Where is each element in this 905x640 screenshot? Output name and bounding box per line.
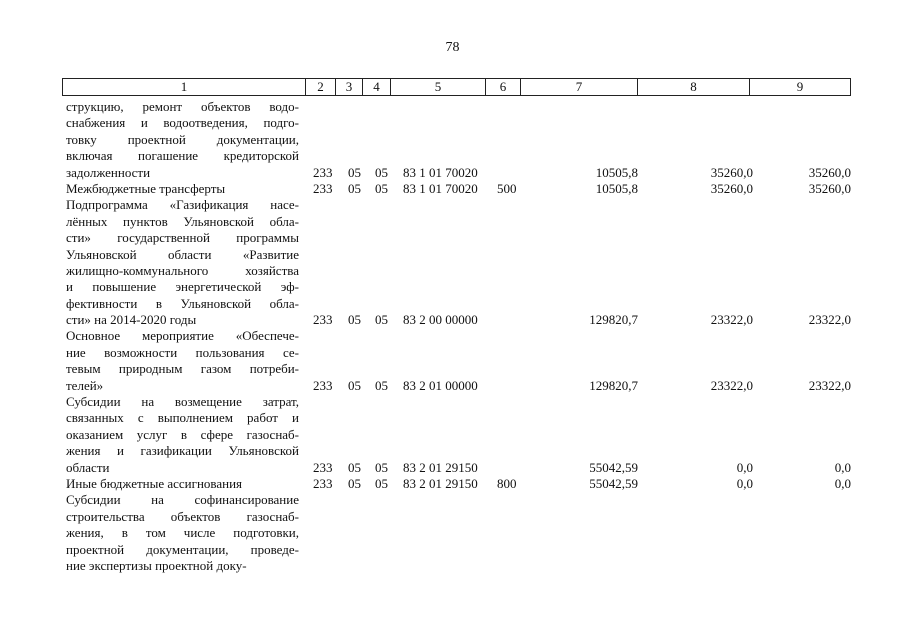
description-line: Подпрограмма «Газификация насе- — [66, 197, 299, 213]
row-values — [0, 165, 905, 181]
cell-c2: 233 — [313, 377, 333, 393]
row-description — [66, 197, 299, 328]
table-row — [0, 181, 905, 197]
cell-c4: 05 — [375, 459, 388, 475]
cell-c6: 500 — [497, 180, 517, 196]
cell-c9: 0,0 — [834, 475, 851, 491]
cell-c9: 35260,0 — [808, 180, 851, 196]
description-line: строительства объектов газоснаб- — [66, 508, 299, 524]
description-line: области — [66, 459, 110, 475]
cell-c8: 23322,0 — [710, 377, 753, 393]
page-number: 78 — [445, 40, 460, 55]
description-line: связанных с выполнением работ и — [66, 410, 299, 426]
row-values — [0, 476, 905, 492]
cell-c9: 0,0 — [834, 459, 851, 475]
cell-c7: 129820,7 — [589, 312, 638, 328]
header-col-6: 6 — [486, 79, 521, 95]
cell-c3: 05 — [348, 180, 361, 196]
cell-c6: 800 — [497, 475, 517, 491]
description-line: фективности в Ульяновской обла- — [66, 295, 299, 311]
header-col-4: 4 — [363, 79, 391, 95]
row-values — [0, 312, 905, 328]
cell-c3: 05 — [348, 312, 361, 328]
description-line: сти» на 2014-2020 годы — [66, 312, 197, 328]
description-line: и повышение энергетической эф- — [66, 279, 299, 295]
table-row — [0, 197, 905, 328]
cell-c8: 35260,0 — [710, 180, 753, 196]
description-line: включая погашение кредиторской — [66, 148, 299, 164]
row-values — [0, 558, 905, 574]
description-line: снабжения и водоотведения, подго- — [66, 115, 299, 131]
cell-c4: 05 — [375, 475, 388, 491]
cell-c7: 55042,59 — [589, 475, 638, 491]
cell-c7: 129820,7 — [589, 377, 638, 393]
description-line: Ульяновской области «Развитие — [66, 246, 299, 262]
description-line: Межбюджетные трансферты — [66, 180, 226, 196]
cell-c7: 55042,59 — [589, 459, 638, 475]
description-line: сти» государственной программы — [66, 230, 299, 246]
description-line: товку проектной документации, — [66, 131, 299, 147]
description-line: жения и газификации Ульяновской — [66, 443, 299, 459]
cell-c5: 83 2 01 00000 — [403, 377, 478, 393]
cell-c5: 83 1 01 70020 — [403, 164, 478, 180]
header-col-2: 2 — [306, 79, 336, 95]
cell-c5: 83 2 01 29150 — [403, 475, 478, 491]
cell-c9: 23322,0 — [808, 312, 851, 328]
table-row — [0, 328, 905, 394]
description-line: лённых пунктов Ульяновской обла- — [66, 213, 299, 229]
row-values — [0, 181, 905, 197]
cell-c5: 83 1 01 70020 — [403, 180, 478, 196]
cell-c8: 23322,0 — [710, 312, 753, 328]
cell-c3: 05 — [348, 459, 361, 475]
description-line: телей» — [66, 377, 104, 393]
description-line: Основное мероприятие «Обеспече- — [66, 328, 299, 344]
table-row — [0, 99, 905, 181]
description-line: ние экспертизы проектной доку- — [66, 557, 247, 573]
cell-c2: 233 — [313, 459, 333, 475]
cell-c4: 05 — [375, 312, 388, 328]
header-col-7: 7 — [521, 79, 638, 95]
cell-c3: 05 — [348, 377, 361, 393]
header-col-3: 3 — [336, 79, 363, 95]
cell-c2: 233 — [313, 475, 333, 491]
header-col-8: 8 — [638, 79, 750, 95]
table-row — [0, 492, 905, 574]
table-row — [0, 476, 905, 492]
cell-c5: 83 2 00 00000 — [403, 312, 478, 328]
cell-c4: 05 — [375, 180, 388, 196]
cell-c5: 83 2 01 29150 — [403, 459, 478, 475]
cell-c3: 05 — [348, 164, 361, 180]
cell-c7: 10505,8 — [595, 180, 638, 196]
description-line: Иные бюджетные ассигнования — [66, 475, 243, 491]
description-line: струкцию, ремонт объектов водо- — [66, 99, 299, 114]
cell-c9: 23322,0 — [808, 377, 851, 393]
cell-c2: 233 — [313, 312, 333, 328]
description-line: жилищно-коммунального хозяйства — [66, 262, 299, 278]
table-header — [62, 78, 851, 96]
description-line: Субсидии на возмещение затрат, — [66, 394, 299, 410]
row-values — [0, 378, 905, 394]
cell-c4: 05 — [375, 164, 388, 180]
cell-c7: 10505,8 — [595, 164, 638, 180]
cell-c2: 233 — [313, 180, 333, 196]
cell-c8: 0,0 — [736, 475, 753, 491]
description-line: тевым природным газом потреби- — [66, 361, 299, 377]
description-line: оказанием услуг в сфере газоснаб- — [66, 426, 299, 442]
cell-c8: 35260,0 — [710, 164, 753, 180]
cell-c8: 0,0 — [736, 459, 753, 475]
description-line: ние возможности пользования се- — [66, 344, 299, 360]
cell-c4: 05 — [375, 377, 388, 393]
cell-c3: 05 — [348, 475, 361, 491]
cell-c9: 35260,0 — [808, 164, 851, 180]
description-line: проектной документации, проведе- — [66, 541, 299, 557]
description-line: жения, в том числе подготовки, — [66, 525, 299, 541]
row-values — [0, 460, 905, 476]
table-body — [0, 99, 905, 574]
description-line: задолженности — [66, 164, 151, 180]
header-col-1: 1 — [63, 79, 306, 95]
header-col-9: 9 — [796, 79, 804, 94]
table-row — [0, 394, 905, 476]
cell-c2: 233 — [313, 164, 333, 180]
header-col-5: 5 — [391, 79, 486, 95]
description-line: Субсидии на софинансирование — [66, 492, 299, 508]
